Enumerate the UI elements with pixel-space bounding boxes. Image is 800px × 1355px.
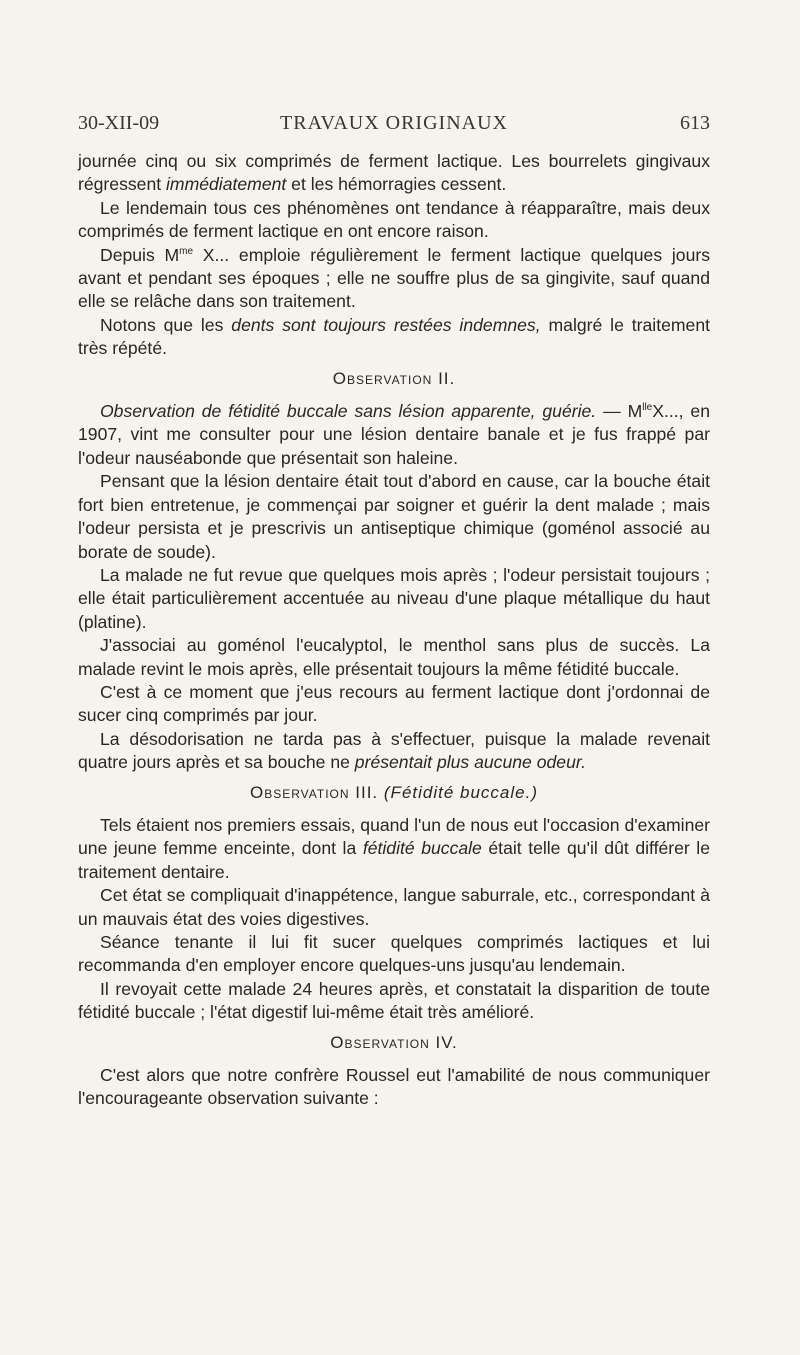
paragraph: J'associai au goménol l'eucalyptol, le menthol sans plus de succès. La malade revint le mois après, elle présentait toujours la même fétidité buccale. (78, 635, 710, 679)
header-title: TRAVAUX ORIGINAUX (280, 112, 508, 134)
text: et les hémorragies cessent. (286, 174, 507, 195)
paragraph (78, 244, 710, 314)
text: malgré le traitement très répété. (78, 314, 710, 359)
emphasis: présentait plus aucune odeur. (354, 752, 586, 773)
paragraph: Le lendemain tous ces phénomènes ont tendance à réapparaître, mais deux comprimés de ferment lactique en ont encore raison. (78, 197, 710, 242)
paragraph: Séance tenante il lui fit sucer quelques comprimés lactiques et lui recommanda d'en employer encore quelques-uns jusqu'au lendemain. (78, 932, 710, 976)
text: X... emploie régulièrement le ferment lactique quelques jours avant et pendant ses époques ; elle ne souffre plus de sa gingivite, sauf quand elle se relâche dans son traitement. (78, 244, 711, 312)
text: La désodorisation ne tarda pas à s'effectuer, puisque la malade revenait quatre jours après et sa bouche ne (78, 728, 710, 773)
section-heading-obs2: Observation II. (332, 368, 456, 388)
emphasis: immédiatement (166, 174, 287, 195)
emphasis: dents sont toujours restées indemnes, (231, 314, 541, 335)
page-number: 613 (680, 112, 710, 134)
superscript: lle (642, 402, 653, 414)
page-body (78, 150, 710, 1111)
heading-text: Observation III. (249, 782, 379, 802)
heading-italic: (Fétidité buccale.) (378, 782, 539, 802)
paragraph (78, 400, 710, 470)
paragraph (78, 150, 710, 197)
paragraph: La malade ne fut revue que quelques mois après ; l'odeur persistait toujours ; elle était particulièrement accentuée au niveau d'une plaque métallique du haut (platine). (78, 564, 710, 632)
emphasis: Observation de fétidité buccale sans lésion apparente, guérie. (100, 401, 597, 422)
section-heading-obs3 (78, 781, 710, 804)
paragraph (78, 728, 710, 775)
text: — M (596, 401, 643, 422)
text: journée cinq ou six comprimés de ferment lactique. Les bourrelets gingivaux régressent (78, 151, 710, 195)
text: Notons que les (100, 314, 232, 335)
paragraph: C'est alors que notre confrère Roussel eut l'amabilité de nous communiquer l'encourageante observation suivante : (78, 1065, 710, 1109)
text: Tels étaient nos premiers essais, quand l'un de nous eut l'occasion d'examiner une jeune femme enceinte, dont la (78, 814, 710, 859)
header-date: 30-XII-09 (78, 112, 160, 134)
paragraph: Cet état se compliquait d'inappétence, langue saburrale, etc., correspondant à un mauvais état des voies digestives. (78, 885, 710, 929)
paragraph: C'est à ce moment que j'eus recours au ferment lactique dont j'ordonnai de sucer cinq comprimés par jour. (78, 681, 710, 726)
superscript: me (179, 245, 194, 257)
text: Depuis M (100, 244, 180, 265)
section-heading-obs4: Observation IV. (330, 1032, 458, 1052)
text: X..., en 1907, vint me consulter pour une lésion dentaire banale et je fus frappé par l'odeur nauséabonde que présentait son haleine. (78, 401, 710, 468)
paragraph (78, 314, 710, 361)
paragraph: Il revoyait cette malade 24 heures après, et constatait la disparition de toute fétidité buccale ; l'état digestif lui-même était très amélioré. (78, 978, 710, 1023)
paragraph: Pensant que la lésion dentaire était tout d'abord en cause, car la bouche était fort bien entretenue, je commençai par soigner et guérir la dent malade ; mais l'odeur persista et je prescrivis un antiseptique chimique (goménol associé au borate de soude). (78, 471, 710, 562)
running-header (78, 112, 710, 142)
paragraph (78, 814, 710, 884)
emphasis: fétidité buccale (362, 838, 482, 859)
text: était telle qu'il dût différer le traitement dentaire. (78, 838, 710, 882)
